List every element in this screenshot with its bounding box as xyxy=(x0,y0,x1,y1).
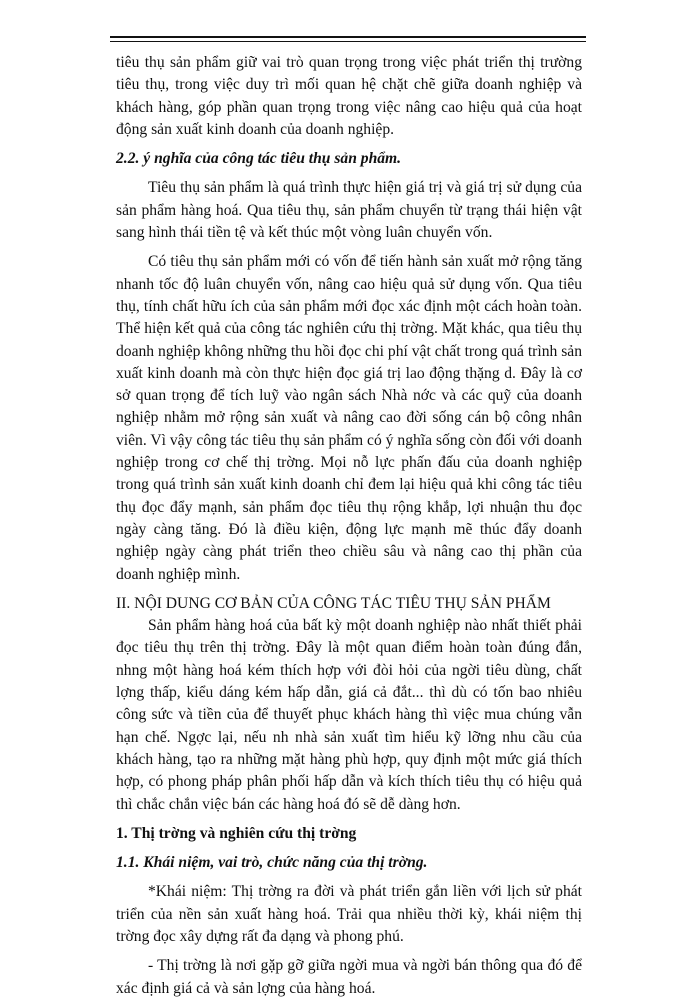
section-heading-1-1: 1.1. Khái niệm, vai trò, chức năng của thị trờng. xyxy=(116,854,428,872)
section-heading-II: II. NỘI DUNG CƠ BẢN CỦA CÔNG TÁC TIÊU THỤ SẢN PHẨM xyxy=(116,594,551,612)
paragraph-sales-significance: Có tiêu thụ sản phẩm mới có vốn để tiến hành sản xuất mở rộng tăng nhanh tốc độ luân chuyển vốn, nâng cao hiệu quả sử dụng vốn. Qua tiêu thụ, tính chất hữu ích của sản phẩm mới đọc xác định một cách hoàn toàn. Thể hiện kết quả của công tác nghiên cứu thị trờng. Mặt khác, qua tiêu thụ doanh nghiệp không những thu hồi đọc chi phí vật chất trong quá trình sản xuất kinh doanh mà còn thực hiện đọc giá trị lao động thặng d. Đây là cơ sở quan trọng để tích luỹ vào ngân sách Nhà nớc và các quỹ của doanh nghiệp nhằm mở rộng sản xuất và nâng cao đời sống cán bộ công nhân viên. Vì vậy công tác tiêu thụ sản phẩm có ý nghĩa sống còn đối với doanh nghiệp trong cơ chế thị trờng. Mọi nỗ lực phấn đấu của doanh nghiệp trong quá trình sản xuất kinh doanh chỉ đem lại hiệu quả khi công tác tiêu thụ đọc đẩy mạnh, sản phẩm đọc tiêu thụ rộng khắp, lợi nhuận thu đọc ngày càng tăng. Đó là điều kiện, động lực mạnh mẽ thúc đẩy doanh nghiệp ngày càng phát triển theo chiều sâu và nâng cao thị phần của doanh nghiệp mình. xyxy=(116,253,582,583)
header-rule-thin xyxy=(110,41,586,42)
paragraph-market-concept: *Khái niệm: Thị trờng ra đời và phát triển gắn liền với lịch sử phát triển của nền sản xuất hàng hoá. Trải qua nhiều thời kỳ, khái niệm thị trờng đọc xây dựng rất đa dạng và phong phú. xyxy=(116,883,582,945)
page-body xyxy=(116,52,582,1000)
section-heading-1: 1. Thị trờng và nghiên cứu thị trờng xyxy=(116,824,357,842)
paragraph-product-sales: Sản phẩm hàng hoá của bất kỳ một doanh nghiệp nào nhất thiết phải đọc tiêu thụ trên thị trờng. Đây là một quan điểm hoàn toàn đúng đắn, nhng một hàng hoá kém thích hợp với đòi hỏi của ngời tiêu dùng, chất lợng thấp, kiểu dáng kém hấp dẫn, giá cả đắt... thì dù có tốn bao nhiêu công sức và tiền của để thuyết phục khách hàng thì việc mua chúng vẫn hạn chế. Ngợc lại, nếu nh nhà sản xuất tìm hiểu kỹ lỡng nhu cầu của khách hàng, tạo ra những mặt hàng phù hợp, quy định một mức giá thích hợp, có phong pháp phân phối hấp dẫn và kích thích tiêu thụ có hiệu quả thì chắc chắn việc bán các hàng hoá đó sẽ dễ dàng hơn. xyxy=(116,617,582,813)
header-rule-thick xyxy=(110,36,586,38)
continued-paragraph: tiêu thụ sản phẩm giữ vai trò quan trọng trong việc phát triển thị trường tiêu thụ, trong việc duy trì mối quan hệ chặt chẽ giữa doanh nghiệp và khách hàng, góp phần quan trọng trong việc nâng cao hiệu quả của hoạt động sản xuất kinh doanh của doanh nghiệp. xyxy=(116,54,582,138)
paragraph-market-definition: - Thị trờng là nơi gặp gỡ giữa ngời mua và ngời bán thông qua đó để xác định giá cả và sản lợng của hàng hoá. xyxy=(116,957,582,997)
section-heading-2-2: 2.2. ý nghĩa của công tác tiêu thụ sản phẩm. xyxy=(116,150,402,168)
paragraph-sales-definition: Tiêu thụ sản phẩm là quá trình thực hiện giá trị và giá trị sử dụng của sản phẩm hàng hoá. Qua tiêu thụ, sản phẩm chuyển từ trạng thái hiện vật sang hình thái tiền tệ và kết thúc một vòng luân chuyển vốn. xyxy=(116,179,582,242)
